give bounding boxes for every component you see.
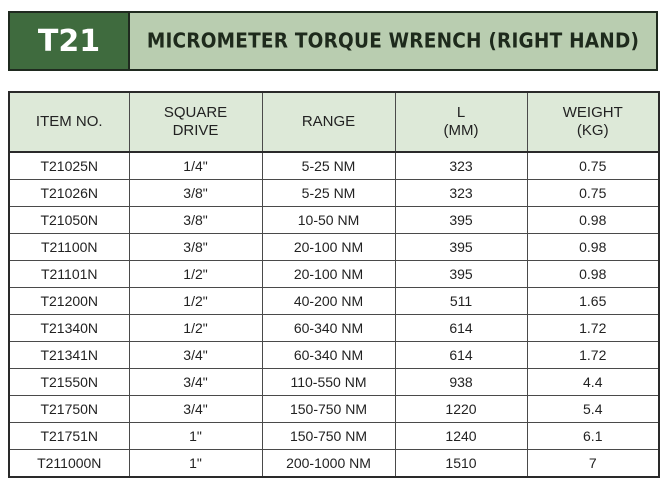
cell-length: 938: [395, 369, 527, 396]
cell-weight: 0.98: [527, 207, 659, 234]
table-row: [9, 450, 659, 478]
cell-length: 395: [395, 234, 527, 261]
table-row: [9, 423, 659, 450]
cell-square-drive: 3/4": [129, 369, 262, 396]
cell-length: 614: [395, 315, 527, 342]
cell-length: 1240: [395, 423, 527, 450]
cell-length: 395: [395, 207, 527, 234]
cell-item-no: T21550N: [9, 369, 129, 396]
cell-weight: 1.72: [527, 342, 659, 369]
table-row: [9, 207, 659, 234]
header-length: L (MM): [395, 92, 527, 152]
product-title: MICROMETER TORQUE WRENCH (RIGHT HAND): [146, 29, 640, 53]
cell-length: 323: [395, 180, 527, 207]
cell-item-no: T21101N: [9, 261, 129, 288]
table-row: [9, 234, 659, 261]
header-square-drive: SQUARE DRIVE: [129, 92, 262, 152]
table-header-row: [9, 92, 659, 152]
table-row: [9, 261, 659, 288]
cell-weight: 0.75: [527, 180, 659, 207]
cell-square-drive: 3/8": [129, 180, 262, 207]
cell-item-no: T21750N: [9, 396, 129, 423]
cell-range: 150-750 NM: [262, 396, 395, 423]
cell-weight: 7: [527, 450, 659, 478]
cell-square-drive: 1/2": [129, 315, 262, 342]
cell-weight: 4.4: [527, 369, 659, 396]
cell-range: 5-25 NM: [262, 152, 395, 180]
cell-range: 60-340 NM: [262, 315, 395, 342]
cell-range: 5-25 NM: [262, 180, 395, 207]
cell-range: 150-750 NM: [262, 423, 395, 450]
table-body: [9, 152, 659, 477]
cell-square-drive: 1": [129, 450, 262, 478]
cell-length: 1220: [395, 396, 527, 423]
cell-square-drive: 3/4": [129, 396, 262, 423]
cell-square-drive: 3/8": [129, 207, 262, 234]
cell-length: 395: [395, 261, 527, 288]
cell-item-no: T211000N: [9, 450, 129, 478]
table-row: [9, 288, 659, 315]
cell-range: 110-550 NM: [262, 369, 395, 396]
cell-weight: 1.72: [527, 315, 659, 342]
table-row: [9, 180, 659, 207]
cell-length: 511: [395, 288, 527, 315]
table-row: [9, 342, 659, 369]
cell-range: 60-340 NM: [262, 342, 395, 369]
cell-square-drive: 1": [129, 423, 262, 450]
cell-range: 20-100 NM: [262, 234, 395, 261]
cell-square-drive: 3/8": [129, 234, 262, 261]
header-item-no: ITEM NO.: [9, 92, 129, 152]
header-range: RANGE: [262, 92, 395, 152]
cell-item-no: T21200N: [9, 288, 129, 315]
table-row: [9, 396, 659, 423]
header-weight: WEIGHT (KG): [527, 92, 659, 152]
series-code: T21: [10, 13, 130, 69]
cell-weight: 6.1: [527, 423, 659, 450]
cell-square-drive: 1/2": [129, 288, 262, 315]
title-banner: [8, 11, 658, 71]
cell-range: 10-50 NM: [262, 207, 395, 234]
cell-weight: 0.98: [527, 234, 659, 261]
spec-table: [8, 91, 660, 478]
table-row: [9, 369, 659, 396]
cell-square-drive: 1/4": [129, 152, 262, 180]
cell-length: 1510: [395, 450, 527, 478]
cell-range: 20-100 NM: [262, 261, 395, 288]
table-row: [9, 315, 659, 342]
cell-square-drive: 3/4": [129, 342, 262, 369]
cell-weight: 0.98: [527, 261, 659, 288]
cell-item-no: T21025N: [9, 152, 129, 180]
cell-length: 614: [395, 342, 527, 369]
cell-range: 40-200 NM: [262, 288, 395, 315]
table-row: [9, 152, 659, 180]
cell-item-no: T21026N: [9, 180, 129, 207]
cell-weight: 1.65: [527, 288, 659, 315]
cell-weight: 5.4: [527, 396, 659, 423]
cell-item-no: T21340N: [9, 315, 129, 342]
cell-item-no: T21751N: [9, 423, 129, 450]
cell-square-drive: 1/2": [129, 261, 262, 288]
cell-item-no: T21341N: [9, 342, 129, 369]
cell-weight: 0.75: [527, 152, 659, 180]
cell-range: 200-1000 NM: [262, 450, 395, 478]
cell-item-no: T21050N: [9, 207, 129, 234]
cell-item-no: T21100N: [9, 234, 129, 261]
cell-length: 323: [395, 152, 527, 180]
